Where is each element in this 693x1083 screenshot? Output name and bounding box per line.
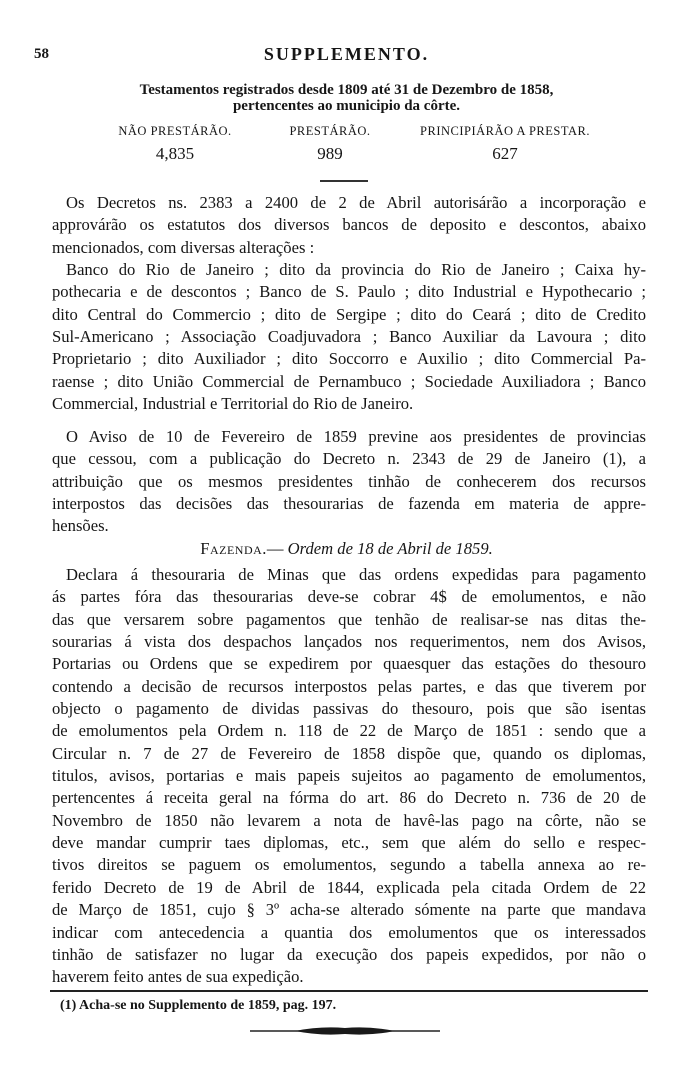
text-line: titulos, avisos, portarias e mais papeis sujeitos ao pagamento de emolumentos, (52, 766, 646, 786)
text-line: de emolumentos pela Ordem n. 118 de 22 de Março de 1851 : sendo que a (52, 721, 646, 741)
text-line: indicar com antecedencia a quantia dos emolumentos que os interessados (52, 922, 646, 942)
text-line: que cessou, com a publicação do Decreto n. 2343 de 29 de Janeiro (1), a (52, 449, 646, 469)
text-line: tinhão de satisfazer no lugar da execução dos papeis expedidos, por não o (52, 944, 646, 964)
text-line: Portarias ou Ordens que se expedirem por quaesquer das estações do thesouro (52, 654, 646, 674)
text-line: dito Central do Commercio ; dito de Sergipe ; dito do Ceará ; dito de Credito (52, 304, 646, 324)
paragraph-decretos (52, 192, 646, 259)
text-line: pertencentes á receita geral na fórma do art. 86 do Decreto n. 736 de 20 de (52, 788, 646, 808)
text-line: ás partes fóra das thesourarias deve-se cobrar 4$ de emolumentos, e não (52, 587, 646, 607)
text-line: Banco do Rio de Janeiro ; dito da provincia do Rio de Janeiro ; Caixa hy- (66, 260, 646, 279)
column-header-prestarao: PRESTÁRÃO. (289, 124, 371, 138)
column-header-nao-prestarao: NÃO PRESTÁRÃO. (118, 124, 232, 138)
text-line: de Março de 1851, cujo § 3º acha-se alterado sómente na parte que mandava (52, 900, 646, 920)
separator-rule (320, 180, 368, 182)
paragraph-aviso (52, 426, 646, 538)
column-header-principiarao: PRINCIPIÁRÃO A PRESTAR. (420, 124, 590, 138)
text-line: ferido Decreto de 19 de Abril de 1844, explicada pela citada Ordem de 22 (52, 877, 646, 897)
column-value-principiarao: 627 (492, 144, 518, 163)
text-line: Proprietario ; dito Auxiliador ; dito Soccorro e Auxilio ; dito Commercial Pa- (52, 349, 646, 369)
page-number: 58 (34, 46, 49, 62)
text-line: raense ; dito União Commercial de Pernambuco ; Sociedade Auxiliadora ; Banco (52, 371, 646, 391)
table-title-line-1: Testamentos registrados desde 1809 até 31 de Dezembro de 1858, (139, 82, 554, 98)
text-line: Os Decretos ns. 2383 a 2400 de 2 de Abril autorisárão a incorporação e (66, 193, 646, 212)
text-line: O Aviso de 10 de Fevereiro de 1859 previne aos presidentes de provincias (66, 427, 646, 446)
text-line: interpostos das decisões das thesourarias de fazenda em materia de appre- (52, 494, 646, 514)
section-heading (0, 539, 693, 559)
table-title-line-2: pertencentes ao municipio da côrte. (232, 98, 461, 114)
text-line: Novembro de 1850 não levarem a nota de havê-las pago na côrte, não se (52, 810, 646, 830)
footnote-rule (50, 990, 648, 992)
text-line: tivos direitos se paguem os emolumentos, segundo a tabella annexa ao re- (52, 855, 646, 875)
text-line: pothecaria e de descontos ; Banco de S. Paulo ; dito Industrial e Hypothecario ; (52, 282, 646, 302)
section-dash: — (266, 539, 284, 558)
running-head: SUPPLEMENTO. (263, 44, 430, 64)
column-value-nao-prestarao: 4,835 (155, 144, 195, 163)
ornament-divider-icon (250, 1024, 440, 1038)
text-line: hensões. (52, 516, 109, 536)
text-line: objecto o pagamento de dividas passivas do thesouro, pois que são isentas (52, 699, 646, 719)
text-line: deve mandar cumprir taes diplomas, etc., sem que além do sello e respec- (52, 833, 646, 853)
text-line: approvárão os estatutos dos diversos bancos de deposito e descontos, abaixo (52, 215, 646, 235)
text-line: Circular n. 7 de 27 de Fevereiro de 1858 dispõe que, quando os diplomas, (52, 743, 646, 763)
text-line: das que versarem sobre pagamentos que tenhão de realisar-se nas ditas the- (52, 609, 646, 629)
section-title: Ordem de 18 de Abril de 1859. (287, 539, 493, 558)
text-line: attribuição que os mesmos presidentes tinhão de conhecerem dos recursos (52, 471, 646, 491)
text-line: Declara á thesouraria de Minas que das ordens expedidas para pagamento (66, 565, 646, 584)
text-line: contendo a decisão de recursos interpostos pelas partes, e das que tiverem por (52, 676, 646, 696)
text-line: Commercial, Industrial e Territorial do Rio de Janeiro. (52, 394, 414, 414)
text-line: haverem feito antes de sua expedição. (52, 967, 304, 987)
text-line: mencionados, com diversas alterações : (52, 237, 315, 257)
text-line: sourarias á vista dos despachos lançados nos requerimentos, nem dos Avisos, (52, 632, 646, 652)
paragraph-banks (52, 259, 646, 415)
column-value-prestarao: 989 (317, 144, 343, 163)
text-line: Sul-Americano ; Associação Coadjuvadora ; Banco Auxiliar da Lavoura ; dito (52, 327, 646, 347)
footnote: (1) Acha-se no Supplemento de 1859, pag. 197. (60, 998, 337, 1013)
section-ministry: Fazenda. (200, 539, 267, 558)
paragraph-declara (52, 564, 646, 989)
